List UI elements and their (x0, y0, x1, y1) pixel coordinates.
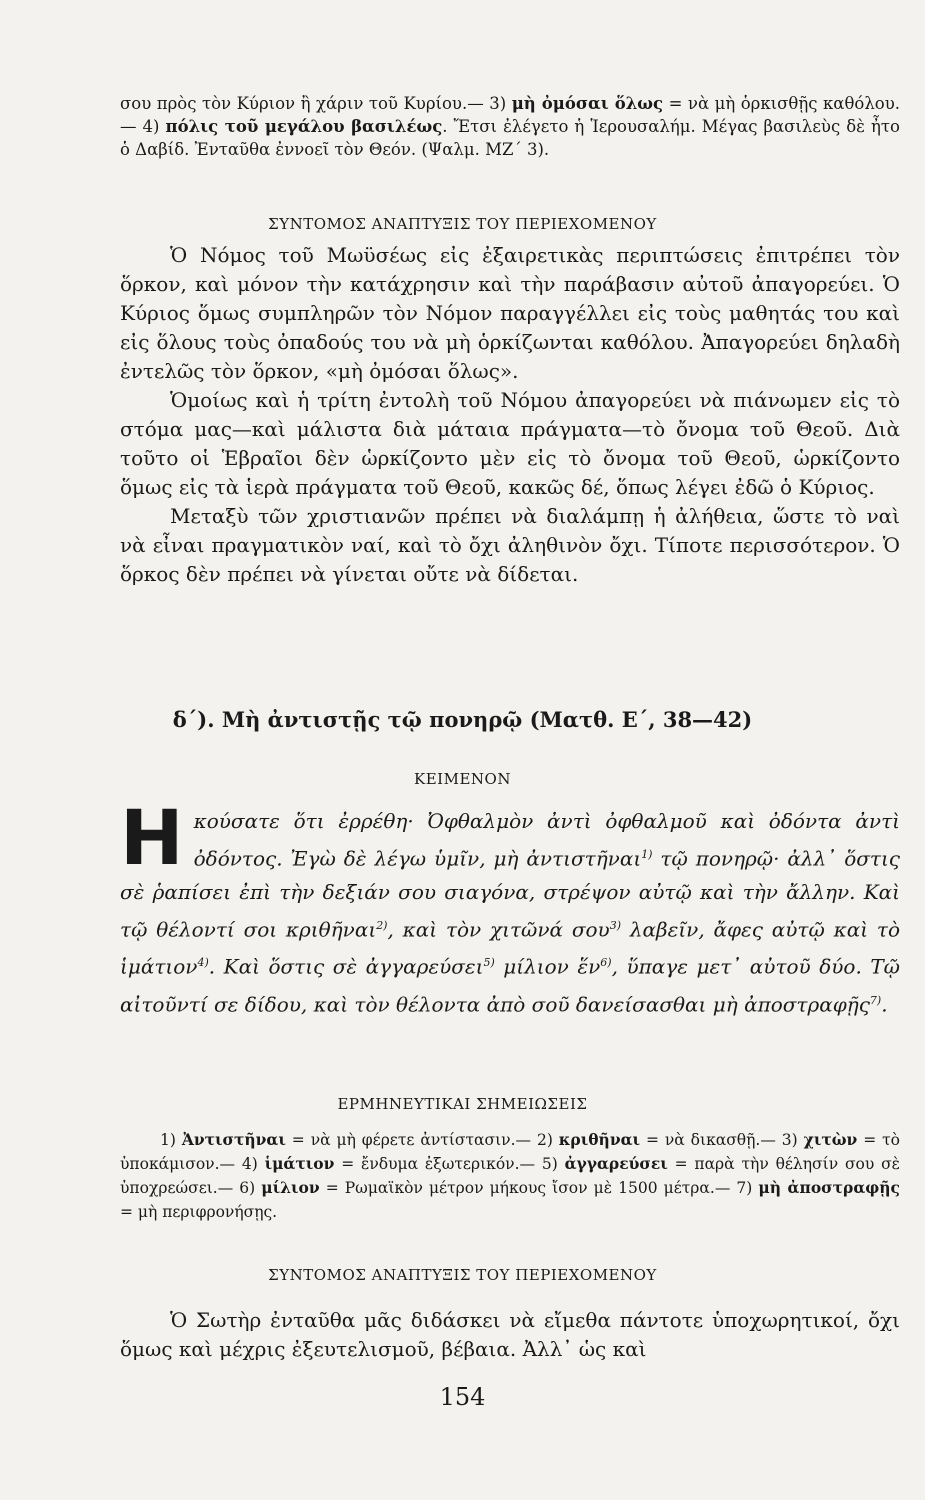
intro-term: πόλις τοῦ μεγάλου βασιλέως (165, 117, 443, 136)
notes-heading: ΕΡΜΗΝΕΥΤΙΚΑΙ ΣΗΜΕΙΩΣΕΙΣ (337, 1095, 588, 1113)
note-term: ἀγγαρεύσει (564, 1154, 668, 1173)
footnote-ref: 3) (609, 918, 622, 932)
text-run: . Καὶ ὅστις σὲ ἀγγαρεύσει (208, 954, 484, 979)
text-run: , ὕπαγε μετ᾽ αὐτοῦ δύο. Τῷ αἰτοῦντί σε δίδου, καὶ τὸν θέλοντα ἀπὸ σοῦ δανείσασθαι μὴ ἀποστραφῇς (120, 954, 900, 1017)
note-def: = νὰ μὴ φέρετε ἀντίστασιν.— 2) (285, 1131, 559, 1149)
text-heading: ΚΕΙΜΕΝΟΝ (414, 770, 511, 788)
note-term: Ἀντιστῆναι (181, 1130, 286, 1149)
intro-text: = νὰ μὴ ὁρκισθῇς καθόλου.— 4) (120, 94, 900, 136)
explanatory-notes (120, 1128, 900, 1224)
text-run: , καὶ τὸν χιτῶνά σου (387, 917, 610, 942)
footnote-ref: 7) (869, 993, 882, 1007)
note-num: 1) (160, 1131, 182, 1149)
drop-cap: Η (120, 793, 184, 882)
section-title: δ΄). Μὴ ἀντιστῇς τῷ πονηρῷ (Ματθ. Ε΄, 38—42) (172, 707, 753, 732)
summary-body (120, 241, 900, 589)
footnote-ref: 4) (197, 956, 209, 970)
summary-body-2 (120, 1306, 900, 1364)
intro-text: . Ἔτσι ἐλέγετο ἡ Ἱερουσαλήμ. Μέγας βασιλεὺς δὲ ἦτο ὁ Δαβίδ. Ἐνταῦθα ἐννοεῖ τὸν Θεόν. (Ψαλμ. ΜΖ΄ 3). (120, 117, 900, 159)
footnote-ref: 5) (483, 956, 495, 970)
intro-notes (120, 92, 900, 161)
footnote-ref: 2) (376, 918, 388, 932)
intro-text: σου πρὸς τὸν Κύριον ἢ χάριν τοῦ Κυρίου.— 3) (120, 94, 512, 113)
paragraph: Ὁ Σωτὴρ ἐνταῦθα μᾶς διδάσκει νὰ εἴμεθα πάντοτε ὑποχωρητικοί, ὄχι ὅμως καὶ μέχρις ἐξευτελισμοῦ, βέβαια. Ἀλλ᾽ ὡς καὶ (120, 1308, 900, 1361)
note-term: ἱμάτιον (264, 1154, 335, 1173)
note-term: μὴ ἀποστραφῇς (758, 1178, 900, 1197)
note-def: = παρὰ τὴν θέλησίν σου σὲ ὑποχρεώσει.— 6) (120, 1155, 900, 1197)
intro-term: μὴ ὀμόσαι ὅλως (511, 94, 664, 113)
text-run: τῷ πονηρῷ· ἀλλ᾽ ὅστις σὲ ῥαπίσει ἐπὶ τὴν δεξιάν σου σιαγόνα, στρέψον αὐτῷ καὶ τὴν ἄλλην. Καὶ τῷ θέλοντί σοι κριθῆναι (120, 846, 900, 942)
footnote-ref: 1) (641, 848, 653, 861)
note-def: = ἔνδυμα ἐξωτερικόν.— 5) (334, 1155, 565, 1173)
page-number: 154 (439, 1383, 486, 1411)
note-def: = τὸ ὑποκάμισον.— 4) (120, 1131, 901, 1173)
note-term: χιτὼν (803, 1130, 858, 1149)
note-term: κριθῆναι (558, 1130, 641, 1149)
note-def: = μὴ περιφρονήσῃς. (120, 1203, 278, 1221)
note-term: μίλιον (261, 1178, 320, 1197)
note-def: = νὰ δικασθῇ.— 3) (640, 1131, 804, 1149)
notes-paragraph (120, 1128, 900, 1224)
paragraph: Μεταξὺ τῶν χριστιανῶν πρέπει νὰ διαλάμπῃ ἡ ἀλήθεια, ὥστε τὸ ναὶ νὰ εἶναι πραγματικὸν ναί, καὶ τὸ ὄχι ἀληθινὸν ὄχι. Τίποτε περισσότερον. Ὁ ὅρκος δὲν πρέπει νὰ γίνεται οὔτε νὰ δίδεται. (120, 504, 900, 586)
note-def: = Ρωμαϊκὸν μέτρον μήκους ἴσον μὲ 1500 μέτρα.— 7) (319, 1179, 759, 1197)
text-run: . (881, 992, 888, 1017)
summary-heading: ΣΥΝΤΟΜΟΣ ΑΝΑΠΤΥΞΙΣ ΤΟΥ ΠΕΡΙΕΧΟΜΕΝΟΥ (268, 215, 657, 233)
text-run: λαβεῖν, ἄφες αὐτῷ καὶ τὸ ἱμάτιον (120, 917, 901, 979)
scripture-text (120, 793, 901, 1022)
text-run: κούσατε ὅτι ἐρρέθη· Ὀφθαλμὸν ἀντὶ ὀφθαλμοῦ καὶ ὀδόντα ἀντὶ ὀδόντος. Ἐγὼ δὲ λέγω ὑμῖν, μὴ ἀντιστῆναι (193, 809, 900, 871)
summary-heading-2: ΣΥΝΤΟΜΟΣ ΑΝΑΠΤΥΞΙΣ ΤΟΥ ΠΕΡΙΕΧΟΜΕΝΟΥ (268, 1266, 657, 1284)
paragraph: Ὁ Νόμος τοῦ Μωϋσέως εἰς ἐξαιρετικὰς περιπτώσεις ἐπιτρέπει τὸν ὅρκον, καὶ μόνον τὴν κατάχρησιν καὶ τὴν παράβασιν αὐτοῦ ἀπαγορεύει. Ὁ Κύριος ὅμως συμπληρῶν τὸν Νόμον παραγγέλλει εἰς τοὺς μαθητάς του καὶ εἰς ὅλους τοὺς ὀπαδούς του νὰ μὴ ὁρκίζωνται καθόλου. Ἀπαγορεύει δηλαδὴ ἐντελῶς τὸν ὅρκον, «μὴ ὀμόσαι ὅλως». (120, 243, 900, 383)
footnote-ref: 6) (600, 956, 612, 970)
paragraph: Ὁμοίως καὶ ἡ τρίτη ἐντολὴ τοῦ Νόμου ἀπαγορεύει νὰ πιάνωμεν εἰς τὸ στόμα μας—καὶ μάλιστα διὰ μάταια πράγματα—τὸ ὄνομα τοῦ Θεοῦ. Διὰ τοῦτο οἱ Ἑβραῖοι δὲν ὡρκίζοντο μὲν εἰς τὸ ὄνομα τοῦ Θεοῦ, ὡρκίζοντο ὅμως εἰς τὰ ἱερὰ πράγματα τοῦ Θεοῦ, κακῶς δέ, ὅπως λέγει ἐδῶ ὁ Κύριος. (120, 388, 900, 499)
text-run: μίλιον ἕν (494, 954, 601, 979)
